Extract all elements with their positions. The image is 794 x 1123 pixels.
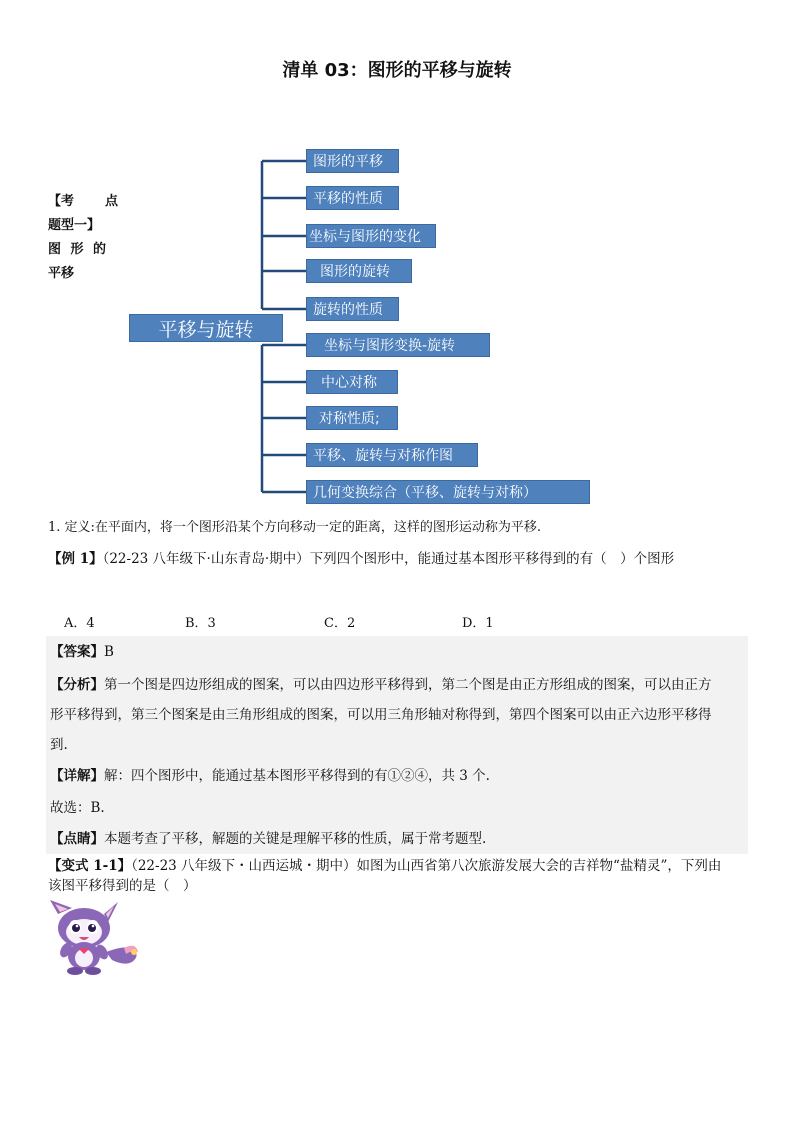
detail-label: 【详解】 (50, 768, 104, 784)
mindmap-node: 平移的性质 (306, 186, 399, 210)
answer-label: 【答案】 (50, 644, 104, 660)
analysis-line: 形平移得到，第三个图案是由三角形组成的图案，可以用三角形轴对称得到，第四个图案可以由正六边形平移得 (50, 707, 712, 723)
variant-question (48, 856, 721, 876)
mindmap-node: 旋转的性质 (306, 297, 399, 321)
option-d: D．1 (462, 616, 494, 631)
mindmap-node: 平移、旋转与对称作图 (306, 443, 478, 467)
analysis-line (50, 675, 712, 695)
answer-block (46, 636, 748, 854)
section-label-text: 图 (48, 242, 62, 257)
answer-value: B (104, 644, 114, 660)
example-label: 【例 1】 (48, 551, 103, 567)
mindmap-node: 对称性质; (306, 406, 398, 430)
definition-text: 1. 定义:在平面内，将一个图形沿某个方向移动一定的距离，这样的图形运动称为平移. (48, 520, 542, 535)
comment-line (50, 829, 486, 849)
detail-line (50, 766, 490, 786)
mindmap-node: 图形的旋转 (306, 259, 412, 283)
mindmap-node: 中心对称 (306, 370, 398, 394)
section-label-text: 【考 (48, 194, 75, 209)
analysis-line: 到. (50, 737, 68, 753)
mindmap-node: 坐标与图形的变化 (306, 224, 436, 248)
mindmap-node: 坐标与图形变换-旋转 (306, 333, 490, 357)
example-1-question (48, 549, 674, 569)
option-b: B．3 (185, 616, 216, 631)
comment-text: 本题考查了平移，解题的关键是理解平移的性质，属于常考题型. (104, 831, 487, 847)
comment-label: 【点睛】 (50, 831, 104, 847)
mindmap-node: 图形的平移 (306, 149, 399, 173)
section-label-text: 点 (104, 194, 118, 209)
section-label-text: 平移 (48, 266, 75, 281)
detail-text: 解：四个图形中，能通过基本图形平移得到的有①②④，共 3 个. (104, 768, 490, 784)
option-c: C．2 (324, 616, 356, 631)
analysis-text: 第一个图是四边形组成的图案，可以由四边形平移得到，第二个图是由正方形组成的图案，可以由正方 (104, 677, 712, 693)
variant-text: （22-23 八年级下・山西运城・期中）如图为山西省第八次旅游发展大会的吉祥物“盐精灵”，下列由 (131, 858, 722, 874)
mindmap-root: 平移与旋转 (129, 314, 283, 342)
page-title: 清单 03：图形的平移与旋转 (282, 60, 512, 81)
analysis-label: 【分析】 (50, 677, 104, 693)
answer-line (50, 642, 114, 662)
variant-text: 该图平移得到的是（ ） (48, 878, 197, 894)
mascot-image (48, 900, 144, 976)
mindmap-node: 几何变换综合（平移、旋转与对称） (306, 480, 590, 504)
section-label-text: 题型一】 (48, 218, 101, 233)
section-label-text: 形 (70, 242, 84, 257)
example-text: （22-23 八年级下·山东青岛·期中）下列四个图形中，能通过基本图形平移得到的有（ ）个图形 (102, 551, 675, 567)
variant-label: 【变式 1-1】 (48, 858, 132, 874)
section-label-text: 的 (92, 242, 106, 257)
option-a: A．4 (64, 616, 95, 631)
choice-line: 故选：B. (50, 800, 105, 816)
